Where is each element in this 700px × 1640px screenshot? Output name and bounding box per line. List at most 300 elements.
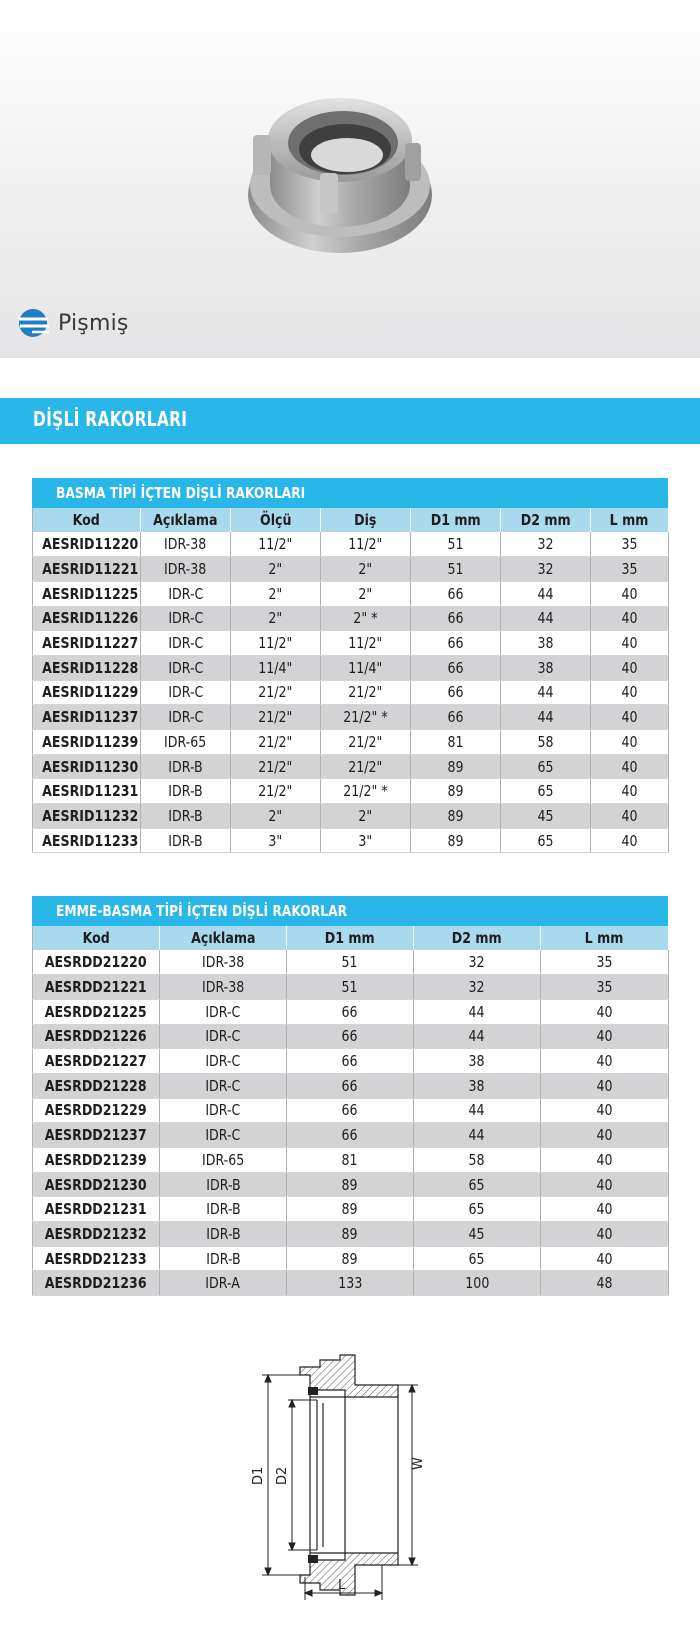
table-row <box>33 1024 669 1049</box>
product-code-cell <box>33 1246 160 1271</box>
table-cell <box>141 557 231 582</box>
cell-value: 66 <box>341 1101 359 1120</box>
product-code-cell <box>33 655 141 680</box>
table-row <box>33 557 669 582</box>
cell-value: IDR-C <box>205 1052 241 1071</box>
table-header-row <box>33 926 669 950</box>
cell-value: AESRID11230 <box>42 757 139 776</box>
table-cell <box>141 779 231 804</box>
table-header-row <box>33 508 669 532</box>
cell-value: 65 <box>537 831 554 850</box>
cell-value: 44 <box>468 1002 486 1021</box>
column-header-label: Kod <box>82 929 110 947</box>
cell-value: 89 <box>447 757 464 776</box>
table-cell <box>591 804 669 829</box>
column-header-label: L mm <box>610 511 649 529</box>
cell-value: 40 <box>621 757 638 776</box>
cell-value: 35 <box>621 535 638 554</box>
table-cell <box>287 1197 414 1222</box>
cell-value: 66 <box>447 683 464 702</box>
table-cell <box>414 1123 541 1148</box>
table-cell <box>160 1073 287 1098</box>
table-cell <box>141 581 231 606</box>
product-code-cell <box>33 606 141 631</box>
cell-value: IDR-C <box>205 1126 241 1145</box>
table-cell <box>541 1148 669 1173</box>
cell-value: 81 <box>447 732 464 751</box>
brand-name: Pişmiş <box>58 310 129 336</box>
table-cell <box>411 804 501 829</box>
dim-label-d2: D2 <box>275 1466 290 1485</box>
cell-value: IDR-B <box>205 1224 241 1243</box>
cell-value: AESRID11239 <box>42 732 139 751</box>
product-code-cell <box>33 975 160 1000</box>
column-header <box>411 508 501 532</box>
column-header-label: D1 mm <box>325 929 375 947</box>
cell-value: 32 <box>468 978 486 997</box>
cell-value: AESRDD21233 <box>45 1249 147 1268</box>
cell-value: 40 <box>621 782 638 801</box>
table-cell <box>160 975 287 1000</box>
table-row <box>33 631 669 656</box>
cell-value: 51 <box>341 978 359 997</box>
table-cell <box>541 1246 669 1271</box>
cell-value: IDR-C <box>205 1076 241 1095</box>
table-cell <box>231 705 321 730</box>
table-cell <box>501 754 591 779</box>
cell-value: IDR-C <box>167 634 204 653</box>
cell-value: IDR-B <box>168 782 203 801</box>
product-code-cell <box>33 1049 160 1074</box>
product-code-cell <box>33 730 141 755</box>
table-cell <box>501 655 591 680</box>
table-cell <box>231 557 321 582</box>
cell-value: IDR-A <box>205 1274 241 1293</box>
cell-value: AESRID11232 <box>42 806 139 825</box>
cell-value: AESRID11221 <box>42 560 139 579</box>
table-cell <box>591 680 669 705</box>
table-cell <box>501 631 591 656</box>
cell-value: IDR-B <box>168 757 203 776</box>
product-code-cell <box>33 1123 160 1148</box>
product-code-cell <box>33 828 141 853</box>
table-cell <box>411 705 501 730</box>
gasket-top <box>308 1387 318 1395</box>
table-cell <box>414 1073 541 1098</box>
table-cell <box>591 828 669 853</box>
table-cell <box>414 1024 541 1049</box>
table-cell <box>501 705 591 730</box>
cell-value: 44 <box>468 1027 486 1046</box>
section-title-band <box>0 398 700 444</box>
brand-logo <box>18 308 129 338</box>
table-cell <box>321 631 411 656</box>
cell-value: 21/2" <box>258 732 293 751</box>
cell-value: 89 <box>341 1249 359 1268</box>
cell-value: 32 <box>537 560 554 579</box>
table-row <box>33 1073 669 1098</box>
cell-value: AESRDD21237 <box>45 1126 147 1145</box>
cell-value: IDR-65 <box>164 732 207 751</box>
column-header-label: Açıklama <box>190 929 256 947</box>
technical-drawing <box>250 1345 450 1605</box>
cell-value: 66 <box>341 1126 359 1145</box>
cell-value: 58 <box>537 732 554 751</box>
table-row <box>33 1172 669 1197</box>
product-code-cell <box>33 950 160 975</box>
cell-value: 2" <box>358 806 373 825</box>
table-cell <box>321 557 411 582</box>
table-row <box>33 1049 669 1074</box>
table-cell <box>501 532 591 557</box>
emme-basma-table <box>32 896 668 1296</box>
table-row <box>33 1271 669 1296</box>
table-cell <box>321 606 411 631</box>
table-cell <box>231 828 321 853</box>
table-cell <box>414 999 541 1024</box>
cell-value: 44 <box>468 1126 486 1145</box>
cell-value: AESRID11231 <box>42 782 139 801</box>
cell-value: 66 <box>447 708 464 727</box>
table-cell <box>541 1098 669 1123</box>
table-row <box>33 950 669 975</box>
table-row <box>33 532 669 557</box>
table-cell <box>591 532 669 557</box>
table-cell <box>541 1024 669 1049</box>
cell-value: 21/2" * <box>343 708 388 727</box>
product-code-cell <box>33 754 141 779</box>
cell-value: 40 <box>596 1224 613 1243</box>
table-cell <box>541 1172 669 1197</box>
cell-value: 32 <box>537 535 554 554</box>
cell-value: 11/4" <box>258 658 293 677</box>
product-image <box>245 85 445 285</box>
cell-value: IDR-38 <box>201 953 245 972</box>
cell-value: 51 <box>341 953 359 972</box>
table-cell <box>541 1197 669 1222</box>
cell-value: 45 <box>537 806 554 825</box>
table-cell <box>160 1222 287 1247</box>
cell-value: 51 <box>447 560 464 579</box>
cell-value: 66 <box>341 1027 359 1046</box>
table-cell <box>231 730 321 755</box>
table-cell <box>231 606 321 631</box>
table-cell <box>287 950 414 975</box>
table-cell <box>411 828 501 853</box>
column-header <box>231 508 321 532</box>
cell-value: IDR-C <box>205 1027 241 1046</box>
cell-value: AESRDD21228 <box>45 1076 147 1095</box>
cell-value: AESRID11227 <box>42 634 139 653</box>
table-cell <box>414 1098 541 1123</box>
column-header-label: Kod <box>72 511 101 529</box>
cell-value: 66 <box>447 609 464 628</box>
cell-value: 32 <box>468 953 486 972</box>
cell-value: IDR-C <box>167 683 204 702</box>
table-row <box>33 680 669 705</box>
dim-label-w: W <box>411 1457 426 1470</box>
cell-value: 35 <box>596 953 613 972</box>
table-cell <box>141 705 231 730</box>
cell-value: AESRDD21220 <box>45 953 147 972</box>
table-row <box>33 655 669 680</box>
table-cell <box>591 754 669 779</box>
cell-value: 40 <box>596 1027 613 1046</box>
cell-value: IDR-38 <box>164 535 207 554</box>
cell-value: 11/4" <box>348 658 383 677</box>
table-cell <box>501 730 591 755</box>
table-row <box>33 1197 669 1222</box>
cell-value: 40 <box>621 708 638 727</box>
table-cell <box>501 557 591 582</box>
table-cell <box>541 1271 669 1296</box>
product-code-cell <box>33 631 141 656</box>
product-table <box>32 926 669 1296</box>
table-cell <box>414 975 541 1000</box>
table-row <box>33 730 669 755</box>
table-cell <box>321 730 411 755</box>
table-cell <box>321 804 411 829</box>
cell-value: 44 <box>537 584 554 603</box>
cell-value: 21/2" <box>348 683 383 702</box>
table-cell <box>411 557 501 582</box>
table-cell <box>541 950 669 975</box>
cell-value: 38 <box>537 658 554 677</box>
cell-value: IDR-C <box>205 1101 241 1120</box>
cell-value: 65 <box>537 782 554 801</box>
product-code-cell <box>33 1148 160 1173</box>
table-cell <box>321 581 411 606</box>
table-cell <box>287 1024 414 1049</box>
brand-logo-icon <box>18 308 50 338</box>
table-cell <box>541 1049 669 1074</box>
table-cell <box>501 804 591 829</box>
cell-value: AESRID11228 <box>42 658 139 677</box>
table-cell <box>321 705 411 730</box>
column-header-label: L mm <box>585 929 624 947</box>
table-cell <box>501 680 591 705</box>
cell-value: 40 <box>621 732 638 751</box>
cell-value: 40 <box>621 806 638 825</box>
product-code-cell <box>33 705 141 730</box>
cell-value: 2" <box>268 584 283 603</box>
table-cell <box>591 606 669 631</box>
table-cell <box>160 999 287 1024</box>
table-cell <box>411 581 501 606</box>
product-code-cell <box>33 532 141 557</box>
cell-value: 89 <box>447 782 464 801</box>
product-code-cell <box>33 1271 160 1296</box>
cell-value: 11/2" <box>258 535 293 554</box>
dim-label-l: L <box>338 1578 346 1593</box>
cell-value: 133 <box>337 1274 363 1293</box>
table-cell <box>160 1197 287 1222</box>
table-title: EMME-BASMA TİPİ İÇTEN DİŞLİ RAKORLAR <box>56 902 348 920</box>
column-header-label: D1 mm <box>430 511 481 529</box>
table-row <box>33 754 669 779</box>
cell-value: IDR-C <box>167 708 204 727</box>
table-cell <box>287 1271 414 1296</box>
table-row <box>33 705 669 730</box>
table-cell <box>321 754 411 779</box>
cell-value: IDR-B <box>205 1175 241 1194</box>
cell-value: 40 <box>596 1126 613 1145</box>
cell-value: 65 <box>468 1175 486 1194</box>
table-cell <box>287 1098 414 1123</box>
product-code-cell <box>33 680 141 705</box>
table-title-bar <box>32 478 668 508</box>
cell-value: IDR-B <box>168 831 203 850</box>
cell-value: 11/2" <box>348 634 383 653</box>
cell-value: AESRID11225 <box>42 584 139 603</box>
table-row <box>33 1098 669 1123</box>
cell-value: AESRDD21227 <box>45 1052 147 1071</box>
product-code-cell <box>33 1222 160 1247</box>
table-cell <box>231 532 321 557</box>
table-cell <box>321 655 411 680</box>
table-cell <box>411 754 501 779</box>
table-cell <box>414 1172 541 1197</box>
product-code-cell <box>33 804 141 829</box>
cell-value: IDR-B <box>168 806 203 825</box>
table-row <box>33 828 669 853</box>
table-cell <box>141 655 231 680</box>
column-header <box>33 926 160 950</box>
table-cell <box>160 1024 287 1049</box>
table-cell <box>541 975 669 1000</box>
gasket-bottom <box>308 1555 318 1563</box>
cell-value: 40 <box>596 1150 613 1169</box>
cell-value: 100 <box>464 1274 490 1293</box>
cell-value: 89 <box>447 831 464 850</box>
cell-value: 40 <box>621 658 638 677</box>
cell-value: 11/2" <box>258 634 293 653</box>
cell-value: 21/2" <box>258 782 293 801</box>
product-code-cell <box>33 1197 160 1222</box>
cell-value: 2" * <box>353 609 378 628</box>
cell-value: 48 <box>596 1274 613 1293</box>
table-cell <box>160 1246 287 1271</box>
cell-value: 40 <box>621 609 638 628</box>
table-cell <box>411 779 501 804</box>
cell-value: 89 <box>341 1175 359 1194</box>
table-cell <box>160 1271 287 1296</box>
cell-value: 66 <box>447 634 464 653</box>
table-cell <box>287 999 414 1024</box>
cell-value: AESRDD21239 <box>45 1150 147 1169</box>
cell-value: 11/2" <box>348 535 383 554</box>
cell-value: 51 <box>447 535 464 554</box>
cell-value: IDR-C <box>167 584 204 603</box>
product-code-cell <box>33 557 141 582</box>
table-cell <box>160 1172 287 1197</box>
cell-value: AESRDD21232 <box>45 1224 147 1243</box>
table-cell <box>541 1222 669 1247</box>
cell-value: 40 <box>596 1175 613 1194</box>
cell-value: 45 <box>468 1224 486 1243</box>
cell-value: 66 <box>341 1076 359 1095</box>
table-row <box>33 1222 669 1247</box>
cell-value: IDR-65 <box>201 1150 245 1169</box>
table-cell <box>501 828 591 853</box>
cell-value: AESRID11237 <box>42 708 139 727</box>
cell-value: 35 <box>621 560 638 579</box>
column-header <box>33 508 141 532</box>
cell-value: 40 <box>596 1101 613 1120</box>
table-cell <box>287 975 414 1000</box>
cell-value: AESRDD21230 <box>45 1175 147 1194</box>
column-header <box>160 926 287 950</box>
cell-value: IDR-C <box>167 609 204 628</box>
cell-value: 38 <box>468 1052 486 1071</box>
column-header-label: D2 mm <box>520 511 571 529</box>
product-table <box>32 508 669 853</box>
cell-value: 21/2" * <box>343 782 388 801</box>
cell-value: 2" <box>358 560 373 579</box>
cell-value: 2" <box>268 609 283 628</box>
cell-value: 44 <box>468 1101 486 1120</box>
cell-value: AESRDD21225 <box>45 1002 147 1021</box>
cell-value: 40 <box>596 1249 613 1268</box>
table-cell <box>141 631 231 656</box>
table-cell <box>321 680 411 705</box>
table-cell <box>411 680 501 705</box>
table-cell <box>541 1073 669 1098</box>
cell-value: 65 <box>468 1249 486 1268</box>
table-cell <box>141 532 231 557</box>
column-header-label: Ölçü <box>259 511 292 529</box>
cell-value: AESRDD21229 <box>45 1101 147 1120</box>
hero-banner <box>0 0 700 358</box>
table-cell <box>287 1049 414 1074</box>
cell-value: 2" <box>358 584 373 603</box>
cell-value: 81 <box>341 1150 359 1169</box>
column-header-label: Açıklama <box>153 511 218 529</box>
cell-value: 40 <box>621 584 638 603</box>
cell-value: 38 <box>537 634 554 653</box>
table-cell <box>411 532 501 557</box>
table-row <box>33 606 669 631</box>
table-cell <box>141 804 231 829</box>
cell-value: 21/2" <box>258 683 293 702</box>
table-cell <box>160 950 287 975</box>
cell-value: 35 <box>596 978 613 997</box>
table-cell <box>231 804 321 829</box>
table-cell <box>321 828 411 853</box>
table-cell <box>141 680 231 705</box>
table-title: BASMA TİPİ İÇTEN DİŞLİ RAKORLARI <box>56 484 306 502</box>
table-row <box>33 804 669 829</box>
table-cell <box>231 655 321 680</box>
table-cell <box>414 1222 541 1247</box>
cell-value: AESRID11229 <box>42 683 139 702</box>
cell-value: 21/2" <box>348 757 383 776</box>
product-code-cell <box>33 1024 160 1049</box>
product-code-cell <box>33 1172 160 1197</box>
cell-value: 44 <box>537 683 554 702</box>
table-cell <box>160 1148 287 1173</box>
cell-value: IDR-B <box>205 1249 241 1268</box>
table-row <box>33 1148 669 1173</box>
table-cell <box>591 730 669 755</box>
cell-value: 40 <box>596 1002 613 1021</box>
cell-value: AESRDD21226 <box>45 1027 147 1046</box>
table-row <box>33 975 669 1000</box>
cell-value: 38 <box>468 1076 486 1095</box>
table-cell <box>141 754 231 779</box>
table-cell <box>411 631 501 656</box>
table-cell <box>414 1049 541 1074</box>
